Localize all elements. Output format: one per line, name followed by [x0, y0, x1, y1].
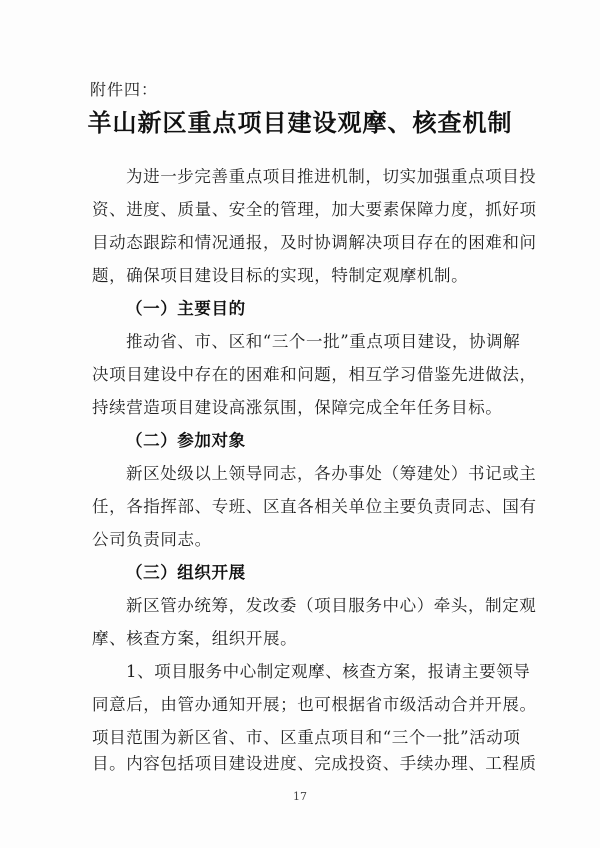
- section-heading: （二）参加对象: [126, 431, 246, 450]
- body-line: 1、项目服务中心制定观摩、核查方案，报请主要领导: [126, 662, 531, 681]
- body-line: 新区管办统筹，发改委（项目服务中心）牵头，制定观: [126, 596, 537, 615]
- body-line: 目动态跟踪和情况通报，及时协调解决项目存在的困难和问: [92, 233, 537, 252]
- body-line: 为进一步完善重点项目推进机制，切实加强重点项目投: [126, 167, 537, 186]
- body-line: 资、进度、质量、安全的管理，加大要素保障力度，抓好项: [92, 200, 537, 219]
- body-line: 题，确保项目建设目标的实现，特制定观摩机制。: [92, 266, 469, 285]
- page-title: 羊山新区重点项目建设观摩、核查机制: [87, 109, 513, 137]
- body-line: 同意后，由管办通知开展；也可根据省市级活动合并开展。: [92, 695, 537, 714]
- body-line: 项目范围为新区省、市、区重点项目和“三个一批”活动项: [92, 728, 521, 747]
- body-line: 任，各指挥部、专班、区直各相关单位主要负责同志、国有: [92, 497, 537, 516]
- body-line: 摩、核查方案，组织开展。: [92, 629, 298, 648]
- body-line: 目。内容包括项目建设进度、完成投资、手续办理、工程质: [92, 754, 537, 773]
- section-heading: （一）主要目的: [126, 299, 246, 318]
- body-line: 新区处级以上领导同志，各办事处（筹建处）书记或主: [126, 464, 537, 483]
- body-line: 公司负责同志。: [92, 530, 212, 549]
- body-line: 决项目建设中存在的困难和问题，相互学习借鉴先进做法，: [92, 365, 537, 384]
- section-heading: （三）组织开展: [126, 563, 246, 582]
- attachment-label: 附件四：: [90, 80, 159, 99]
- page-number: 17: [293, 790, 307, 803]
- body-line: 推动省、市、区和“三个一批”重点项目建设，协调解: [126, 332, 521, 351]
- body-line: 持续营造项目建设高涨氛围，保障完成全年任务目标。: [92, 398, 503, 417]
